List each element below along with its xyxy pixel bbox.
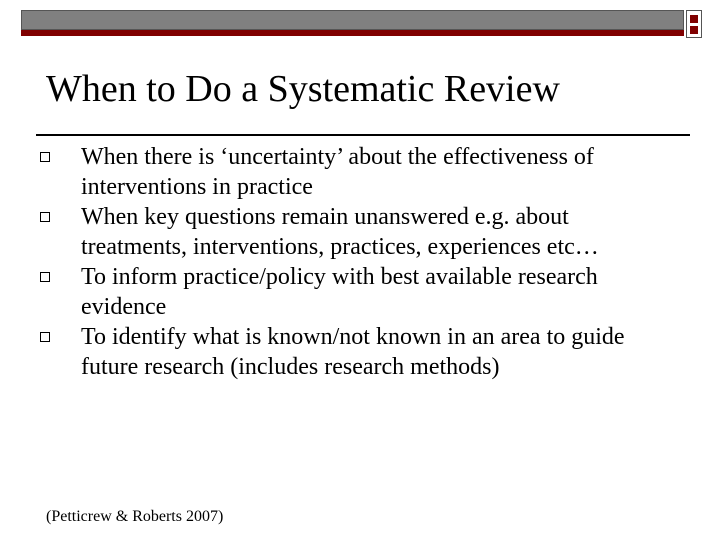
bullet-text: To identify what is known/not known in an area to guide future research (includes research methods) <box>81 324 625 380</box>
corner-square-icon <box>690 15 698 23</box>
bullet-item <box>40 322 680 382</box>
bullet-item <box>40 142 680 202</box>
bullet-text: When there is ‘uncertainty’ about the effectiveness of interventions in practice <box>81 144 594 200</box>
bullet-list <box>40 142 680 382</box>
bullet-text: To inform practice/policy with best available research evidence <box>81 264 598 320</box>
header-band-maroon-stripe <box>21 30 684 36</box>
corner-square-icon <box>690 26 698 34</box>
citation: (Petticrew & Roberts 2007) <box>46 508 224 525</box>
corner-decoration <box>686 10 702 38</box>
bullet-text: When key questions remain unanswered e.g. about treatments, interventions, practices, experiences etc… <box>81 204 599 260</box>
hollow-square-icon <box>40 152 50 162</box>
bullet-item <box>40 262 680 322</box>
hollow-square-icon <box>40 332 50 342</box>
header-band-gray <box>21 10 684 30</box>
slide-title: When to Do a Systematic Review <box>46 68 560 110</box>
hollow-square-icon <box>40 272 50 282</box>
hollow-square-icon <box>40 212 50 222</box>
bullet-item <box>40 202 680 262</box>
header-band <box>21 10 684 36</box>
title-divider <box>36 134 690 136</box>
